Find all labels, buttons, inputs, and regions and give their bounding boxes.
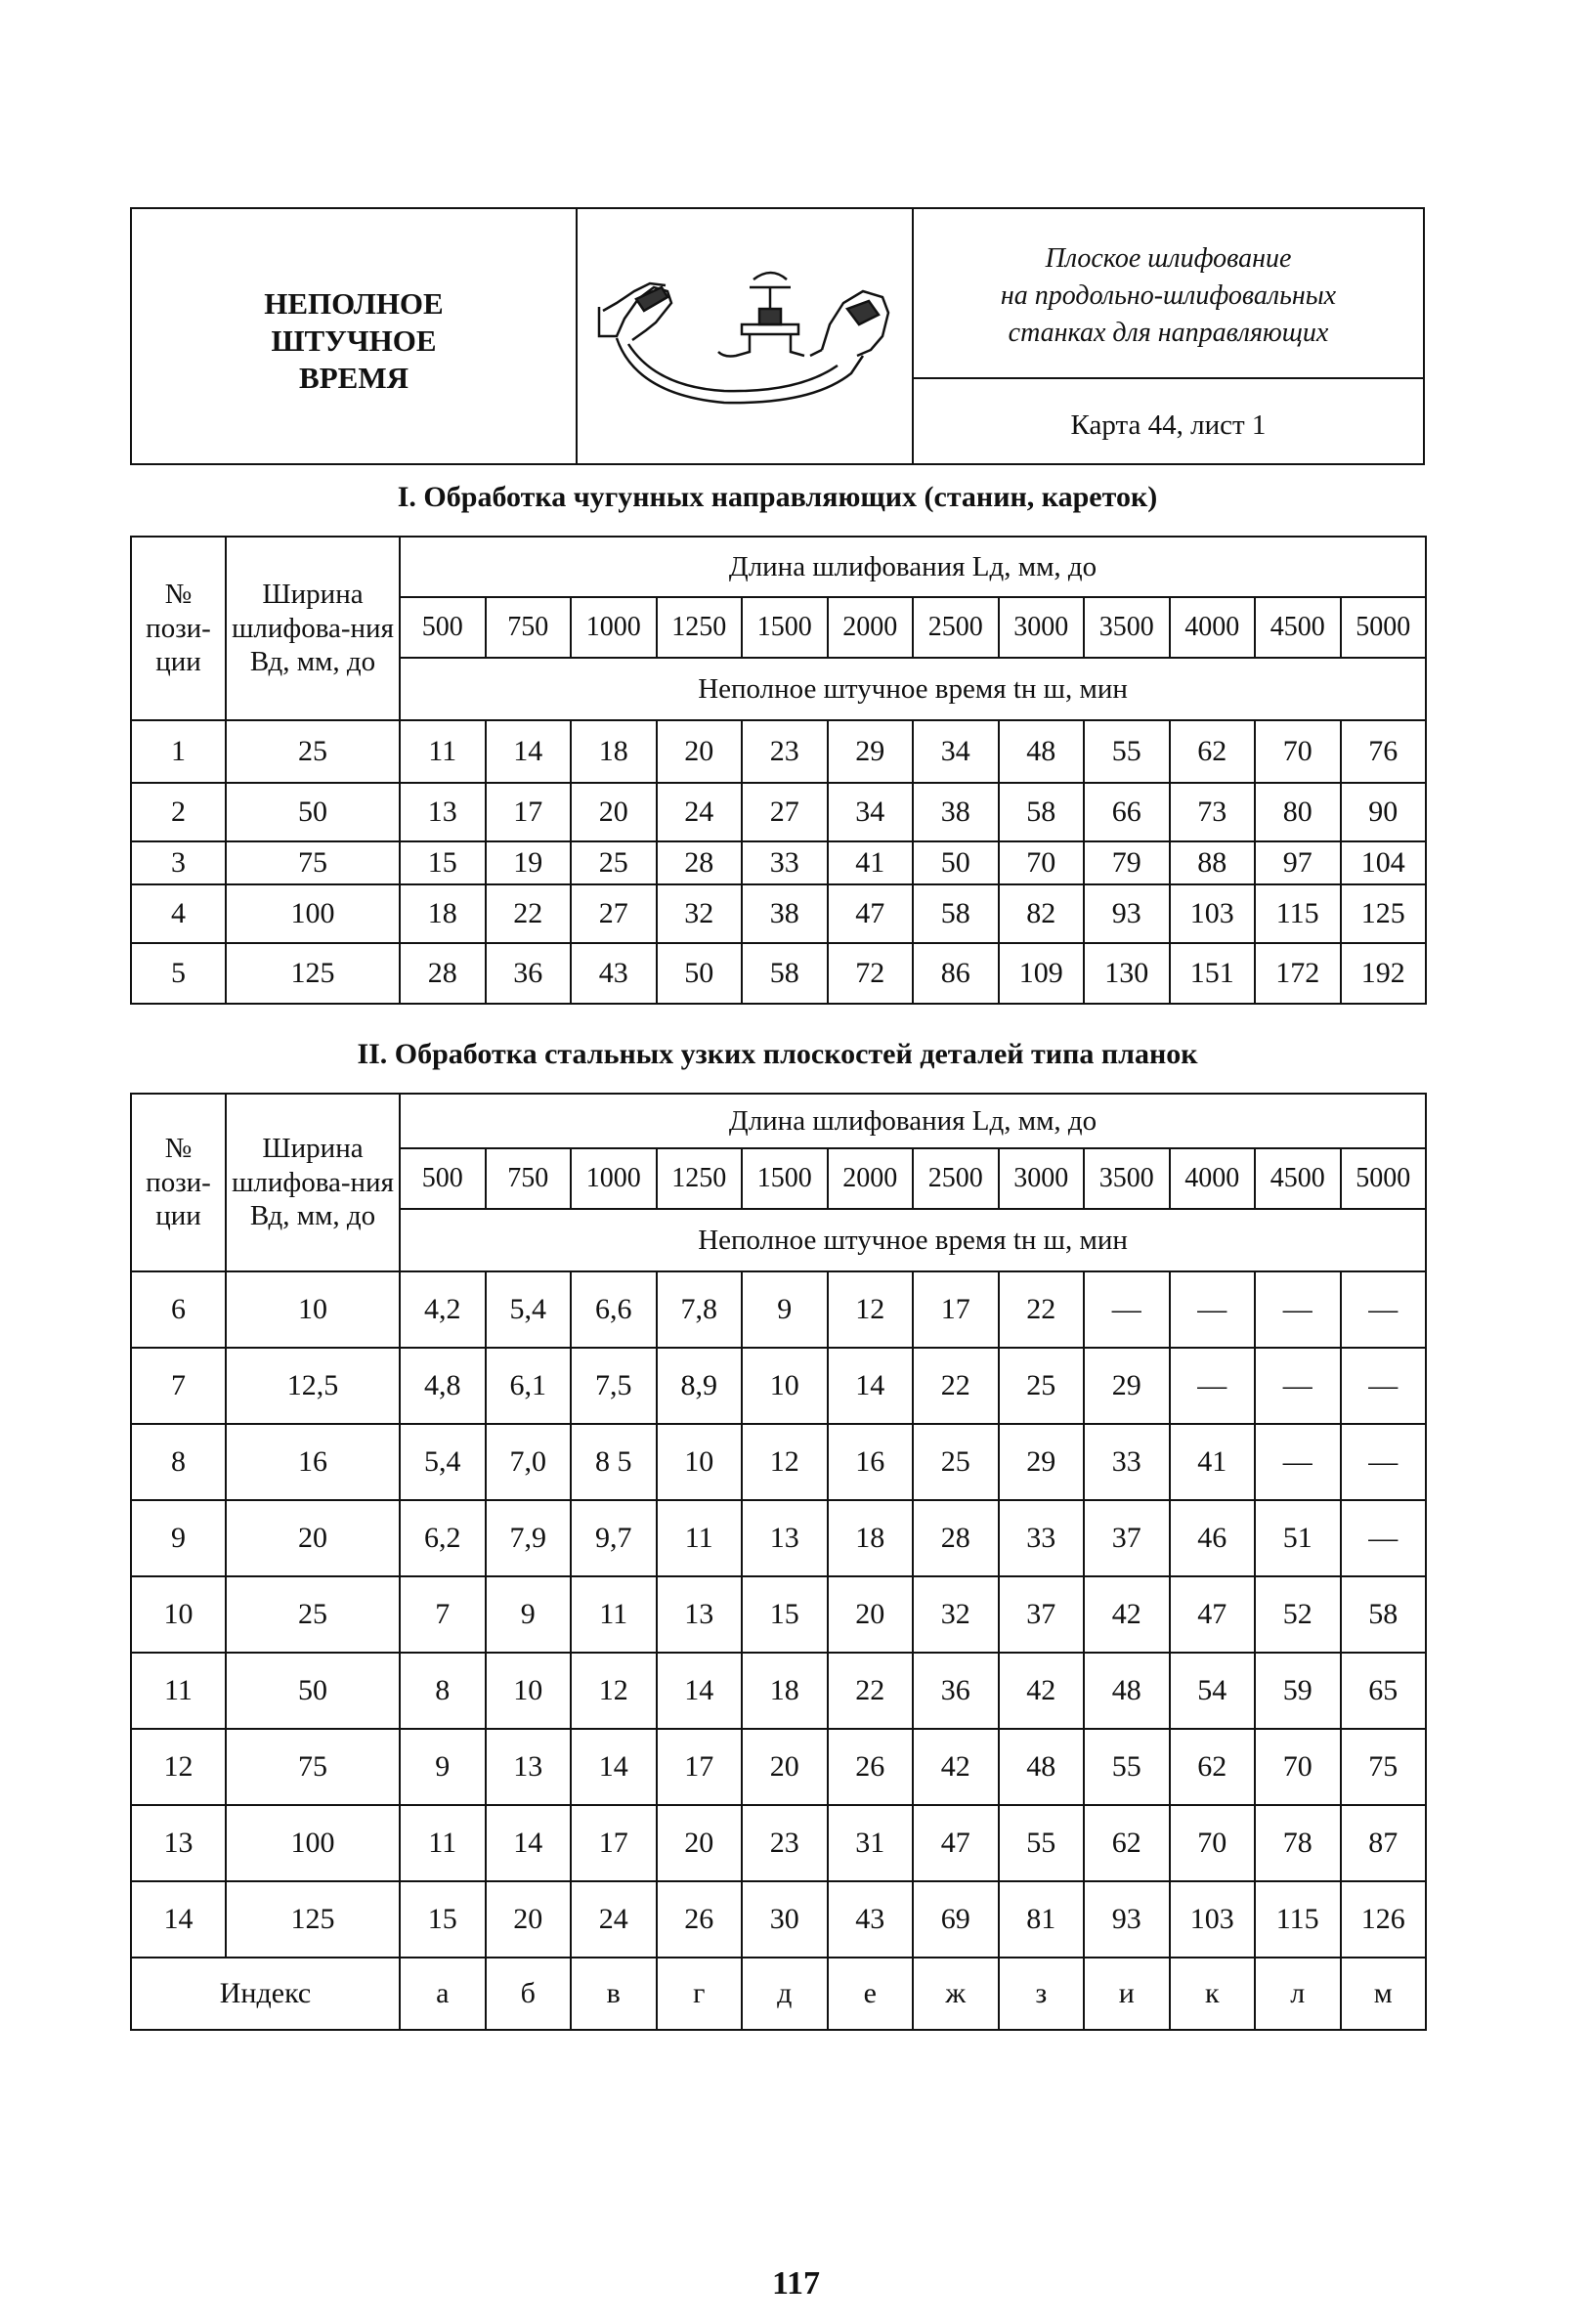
time-cell: 27 — [571, 884, 657, 943]
position-cell: 1 — [131, 720, 226, 783]
col-position-header: № пози-ции — [131, 1094, 226, 1271]
width-cell: 75 — [226, 841, 400, 884]
index-letter: г — [657, 1958, 743, 2030]
time-cell: 32 — [913, 1576, 999, 1653]
index-letter: б — [486, 1958, 572, 2030]
position-cell: 4 — [131, 884, 226, 943]
time-cell: 23 — [742, 1805, 828, 1881]
time-cell: 86 — [913, 943, 999, 1004]
length-value: 3500 — [1084, 1148, 1170, 1209]
time-cell: 19 — [486, 841, 572, 884]
time-cell: 172 — [1255, 943, 1341, 1004]
length-value: 2500 — [913, 1148, 999, 1209]
time-cell: 97 — [1255, 841, 1341, 884]
card-header — [130, 207, 1425, 465]
time-cell: — — [1341, 1500, 1427, 1576]
time-cell: 15 — [400, 1881, 486, 1958]
table-row — [131, 884, 1426, 943]
length-value: 4000 — [1170, 1148, 1256, 1209]
time-cell: 14 — [657, 1653, 743, 1729]
time-cell: 81 — [999, 1881, 1085, 1958]
index-letter: д — [742, 1958, 828, 2030]
index-row — [131, 1958, 1426, 2030]
time-cell: 72 — [828, 943, 914, 1004]
grinding-machine-sketch-icon — [578, 209, 910, 459]
time-cell: 28 — [657, 841, 743, 884]
time-cell: — — [1170, 1271, 1256, 1348]
time-cell: 20 — [571, 783, 657, 841]
time-cell: 76 — [1341, 720, 1427, 783]
time-cell: 75 — [1341, 1729, 1427, 1805]
width-cell: 10 — [226, 1271, 400, 1348]
time-cell: 22 — [999, 1271, 1085, 1348]
time-cell: 87 — [1341, 1805, 1427, 1881]
width-cell: 75 — [226, 1729, 400, 1805]
index-label: Индекс — [131, 1958, 400, 2030]
time-cell: 12 — [571, 1653, 657, 1729]
index-letter: и — [1084, 1958, 1170, 2030]
position-cell: 8 — [131, 1424, 226, 1500]
index-letter: в — [571, 1958, 657, 2030]
length-value: 750 — [486, 597, 572, 658]
time-cell: 9 — [742, 1271, 828, 1348]
length-value: 5000 — [1341, 1148, 1427, 1209]
time-cell: 93 — [1084, 1881, 1170, 1958]
time-cell: 109 — [999, 943, 1085, 1004]
time-cell: 18 — [571, 720, 657, 783]
time-cell: 7,8 — [657, 1271, 743, 1348]
time-cell: 26 — [657, 1881, 743, 1958]
time-cell: 48 — [1084, 1653, 1170, 1729]
time-cell: 79 — [1084, 841, 1170, 884]
time-cell: — — [1341, 1424, 1427, 1500]
length-value: 1250 — [657, 597, 743, 658]
time-cell: 6,2 — [400, 1500, 486, 1576]
time-cell: 8,9 — [657, 1348, 743, 1424]
time-cell: 18 — [400, 884, 486, 943]
width-cell: 100 — [226, 884, 400, 943]
time-cell: 13 — [742, 1500, 828, 1576]
time-cell: 70 — [1255, 1729, 1341, 1805]
length-value: 3500 — [1084, 597, 1170, 658]
time-cell: 27 — [742, 783, 828, 841]
time-cell: 18 — [828, 1500, 914, 1576]
time-cell: 7,5 — [571, 1348, 657, 1424]
time-cell: 26 — [828, 1729, 914, 1805]
time-cell: 42 — [913, 1729, 999, 1805]
time-cell: 20 — [657, 720, 743, 783]
index-letter: м — [1341, 1958, 1427, 2030]
table-row — [131, 1881, 1426, 1958]
time-header: Неполное штучное время tн ш, мин — [400, 658, 1426, 720]
time-cell: 103 — [1170, 1881, 1256, 1958]
time-cell: 43 — [828, 1881, 914, 1958]
table-cast-iron-guides — [130, 536, 1427, 1005]
time-cell: 70 — [1255, 720, 1341, 783]
time-cell: 22 — [486, 884, 572, 943]
length-value: 4000 — [1170, 597, 1256, 658]
time-cell: 80 — [1255, 783, 1341, 841]
time-cell: 48 — [999, 1729, 1085, 1805]
col-width-header: Ширина шлифова-ния Вд, мм, до — [226, 537, 400, 720]
time-cell: 20 — [486, 1881, 572, 1958]
time-cell: 13 — [486, 1729, 572, 1805]
length-value: 4500 — [1255, 597, 1341, 658]
time-header: Неполное штучное время tн ш, мин — [400, 1209, 1426, 1271]
time-cell: 10 — [657, 1424, 743, 1500]
time-cell: 10 — [742, 1348, 828, 1424]
time-cell: 28 — [400, 943, 486, 1004]
time-cell: 51 — [1255, 1500, 1341, 1576]
header-title-line: ШТУЧНОЕ — [271, 323, 437, 358]
time-cell: 7,0 — [486, 1424, 572, 1500]
time-cell: 9,7 — [571, 1500, 657, 1576]
width-cell: 12,5 — [226, 1348, 400, 1424]
table-row — [131, 1424, 1426, 1500]
time-cell: 30 — [742, 1881, 828, 1958]
time-cell: 11 — [400, 720, 486, 783]
time-cell: 24 — [657, 783, 743, 841]
time-cell: — — [1255, 1348, 1341, 1424]
time-cell: 103 — [1170, 884, 1256, 943]
time-cell: 41 — [1170, 1424, 1256, 1500]
position-cell: 2 — [131, 783, 226, 841]
header-title-line: ВРЕМЯ — [299, 361, 409, 395]
time-cell: 18 — [742, 1653, 828, 1729]
table-steel-narrow-planes — [130, 1093, 1427, 2031]
section-2-title: II. Обработка стальных узких плоскостей деталей типа планок — [357, 1038, 1198, 1070]
time-cell: 25 — [913, 1424, 999, 1500]
time-cell: 50 — [657, 943, 743, 1004]
operation-line: Плоское шлифование — [1045, 243, 1292, 274]
time-cell: 42 — [1084, 1576, 1170, 1653]
time-cell: 20 — [657, 1805, 743, 1881]
time-cell: 151 — [1170, 943, 1256, 1004]
length-header: Длина шлифования Lд, мм, до — [400, 1094, 1426, 1148]
time-cell: 37 — [1084, 1500, 1170, 1576]
time-cell: 15 — [400, 841, 486, 884]
time-cell: 12 — [742, 1424, 828, 1500]
table-row — [131, 1729, 1426, 1805]
time-cell: 54 — [1170, 1653, 1256, 1729]
time-cell: — — [1170, 1348, 1256, 1424]
table-row — [131, 720, 1426, 783]
time-cell: 22 — [828, 1653, 914, 1729]
time-cell: 28 — [913, 1500, 999, 1576]
time-cell: 5,4 — [486, 1271, 572, 1348]
time-cell: 13 — [400, 783, 486, 841]
position-cell: 5 — [131, 943, 226, 1004]
width-cell: 125 — [226, 1881, 400, 1958]
time-cell: 29 — [1084, 1348, 1170, 1424]
time-cell: 25 — [999, 1348, 1085, 1424]
time-cell: 115 — [1255, 1881, 1341, 1958]
position-cell: 13 — [131, 1805, 226, 1881]
time-cell: 7 — [400, 1576, 486, 1653]
time-cell: 12 — [828, 1271, 914, 1348]
time-cell: 82 — [999, 884, 1085, 943]
time-cell: 58 — [1341, 1576, 1427, 1653]
table-row — [131, 1576, 1426, 1653]
time-cell: 37 — [999, 1576, 1085, 1653]
table-row — [131, 1500, 1426, 1576]
time-cell: 46 — [1170, 1500, 1256, 1576]
time-cell: 59 — [1255, 1653, 1341, 1729]
length-value: 2000 — [828, 597, 914, 658]
time-cell: 38 — [742, 884, 828, 943]
time-cell: — — [1255, 1271, 1341, 1348]
time-cell: 7,9 — [486, 1500, 572, 1576]
header-title-line: НЕПОЛНОЕ — [264, 286, 444, 321]
time-cell: 17 — [571, 1805, 657, 1881]
time-cell: 69 — [913, 1881, 999, 1958]
operation-description — [914, 209, 1423, 379]
time-cell: 88 — [1170, 841, 1256, 884]
time-cell: 42 — [999, 1653, 1085, 1729]
length-value: 1250 — [657, 1148, 743, 1209]
time-cell: 17 — [486, 783, 572, 841]
time-cell: 62 — [1084, 1805, 1170, 1881]
length-value: 2500 — [913, 597, 999, 658]
time-cell: 22 — [913, 1348, 999, 1424]
length-value: 1000 — [571, 1148, 657, 1209]
time-cell: 20 — [742, 1729, 828, 1805]
time-cell: — — [1341, 1271, 1427, 1348]
time-cell: 41 — [828, 841, 914, 884]
time-cell: 4,8 — [400, 1348, 486, 1424]
table-row — [131, 943, 1426, 1004]
time-cell: 34 — [913, 720, 999, 783]
time-cell: 14 — [486, 720, 572, 783]
index-letter: а — [400, 1958, 486, 2030]
time-cell: 43 — [571, 943, 657, 1004]
time-cell: 11 — [571, 1576, 657, 1653]
operation-line: на продольно-шлифовальных — [1000, 280, 1337, 311]
time-cell: 33 — [999, 1500, 1085, 1576]
length-header: Длина шлифования Lд, мм, до — [400, 537, 1426, 597]
time-cell: 55 — [1084, 1729, 1170, 1805]
time-cell: 47 — [913, 1805, 999, 1881]
time-cell: 70 — [999, 841, 1085, 884]
width-cell: 25 — [226, 1576, 400, 1653]
time-cell: 25 — [571, 841, 657, 884]
col-width-header: Ширина шлифова-ния Вд, мм, до — [226, 1094, 400, 1271]
length-value: 5000 — [1341, 597, 1427, 658]
time-cell: 47 — [1170, 1576, 1256, 1653]
time-cell: 32 — [657, 884, 743, 943]
time-cell: 10 — [486, 1653, 572, 1729]
position-cell: 10 — [131, 1576, 226, 1653]
time-cell: 17 — [913, 1271, 999, 1348]
time-cell: 16 — [828, 1424, 914, 1500]
card-number: Карта 44, лист 1 — [1070, 409, 1267, 441]
time-cell: 55 — [999, 1805, 1085, 1881]
time-cell: 70 — [1170, 1805, 1256, 1881]
time-cell: 31 — [828, 1805, 914, 1881]
index-letter: л — [1255, 1958, 1341, 2030]
time-cell: 8 5 — [571, 1424, 657, 1500]
time-cell: — — [1084, 1271, 1170, 1348]
time-cell: 11 — [400, 1805, 486, 1881]
time-cell: 58 — [999, 783, 1085, 841]
table-row — [131, 1805, 1426, 1881]
width-cell: 20 — [226, 1500, 400, 1576]
position-cell: 6 — [131, 1271, 226, 1348]
time-cell: 36 — [913, 1653, 999, 1729]
time-cell: 5,4 — [400, 1424, 486, 1500]
length-value: 2000 — [828, 1148, 914, 1209]
time-cell: 11 — [657, 1500, 743, 1576]
time-cell: 17 — [657, 1729, 743, 1805]
time-cell: 34 — [828, 783, 914, 841]
table-row — [131, 1653, 1426, 1729]
width-cell: 100 — [226, 1805, 400, 1881]
index-letter: ж — [913, 1958, 999, 2030]
width-cell: 16 — [226, 1424, 400, 1500]
time-cell: 93 — [1084, 884, 1170, 943]
time-cell: — — [1255, 1424, 1341, 1500]
time-cell: 50 — [913, 841, 999, 884]
time-cell: 38 — [913, 783, 999, 841]
operation-line: станках для направляющих — [1008, 318, 1329, 348]
time-cell: — — [1341, 1348, 1427, 1424]
time-cell: 55 — [1084, 720, 1170, 783]
time-cell: 126 — [1341, 1881, 1427, 1958]
page-number: 117 — [771, 2265, 821, 2302]
time-cell: 14 — [486, 1805, 572, 1881]
time-cell: 62 — [1170, 1729, 1256, 1805]
time-cell: 29 — [828, 720, 914, 783]
time-cell: 125 — [1341, 884, 1427, 943]
index-letter: к — [1170, 1958, 1256, 2030]
time-cell: 33 — [1084, 1424, 1170, 1500]
section-1-title: I. Обработка чугунных направляющих (станин, кареток) — [397, 481, 1158, 513]
length-value: 3000 — [999, 1148, 1085, 1209]
time-cell: 73 — [1170, 783, 1256, 841]
time-cell: 9 — [400, 1729, 486, 1805]
position-cell: 3 — [131, 841, 226, 884]
position-cell: 9 — [131, 1500, 226, 1576]
width-cell: 25 — [226, 720, 400, 783]
time-cell: 14 — [571, 1729, 657, 1805]
time-cell: 8 — [400, 1653, 486, 1729]
length-value: 4500 — [1255, 1148, 1341, 1209]
time-cell: 52 — [1255, 1576, 1341, 1653]
time-cell: 130 — [1084, 943, 1170, 1004]
time-cell: 36 — [486, 943, 572, 1004]
length-value: 3000 — [999, 597, 1085, 658]
time-cell: 115 — [1255, 884, 1341, 943]
time-cell: 62 — [1170, 720, 1256, 783]
time-cell: 104 — [1341, 841, 1427, 884]
position-cell: 7 — [131, 1348, 226, 1424]
time-cell: 65 — [1341, 1653, 1427, 1729]
time-cell: 20 — [828, 1576, 914, 1653]
time-cell: 6,6 — [571, 1271, 657, 1348]
table-row — [131, 1348, 1426, 1424]
time-cell: 58 — [742, 943, 828, 1004]
time-cell: 29 — [999, 1424, 1085, 1500]
position-cell: 12 — [131, 1729, 226, 1805]
table-row — [131, 841, 1426, 884]
length-value: 500 — [400, 597, 486, 658]
table-row — [131, 783, 1426, 841]
width-cell: 125 — [226, 943, 400, 1004]
time-cell: 9 — [486, 1576, 572, 1653]
col-position-header: № пози-ции — [131, 537, 226, 720]
index-letter: з — [999, 1958, 1085, 2030]
time-cell: 78 — [1255, 1805, 1341, 1881]
time-cell: 47 — [828, 884, 914, 943]
time-cell: 4,2 — [400, 1271, 486, 1348]
width-cell: 50 — [226, 783, 400, 841]
index-letter: е — [828, 1958, 914, 2030]
table-row — [131, 1271, 1426, 1348]
time-cell: 58 — [913, 884, 999, 943]
time-cell: 6,1 — [486, 1348, 572, 1424]
time-cell: 15 — [742, 1576, 828, 1653]
time-cell: 90 — [1341, 783, 1427, 841]
length-value: 750 — [486, 1148, 572, 1209]
width-cell: 50 — [226, 1653, 400, 1729]
time-cell: 33 — [742, 841, 828, 884]
grinding-diagram — [578, 209, 914, 463]
length-value: 500 — [400, 1148, 486, 1209]
time-cell: 23 — [742, 720, 828, 783]
position-cell: 11 — [131, 1653, 226, 1729]
position-cell: 14 — [131, 1881, 226, 1958]
length-value: 1500 — [742, 1148, 828, 1209]
time-cell: 24 — [571, 1881, 657, 1958]
time-cell: 48 — [999, 720, 1085, 783]
header-title — [132, 209, 578, 463]
length-value: 1000 — [571, 597, 657, 658]
time-cell: 66 — [1084, 783, 1170, 841]
time-cell: 192 — [1341, 943, 1427, 1004]
time-cell: 13 — [657, 1576, 743, 1653]
length-value: 1500 — [742, 597, 828, 658]
time-cell: 14 — [828, 1348, 914, 1424]
